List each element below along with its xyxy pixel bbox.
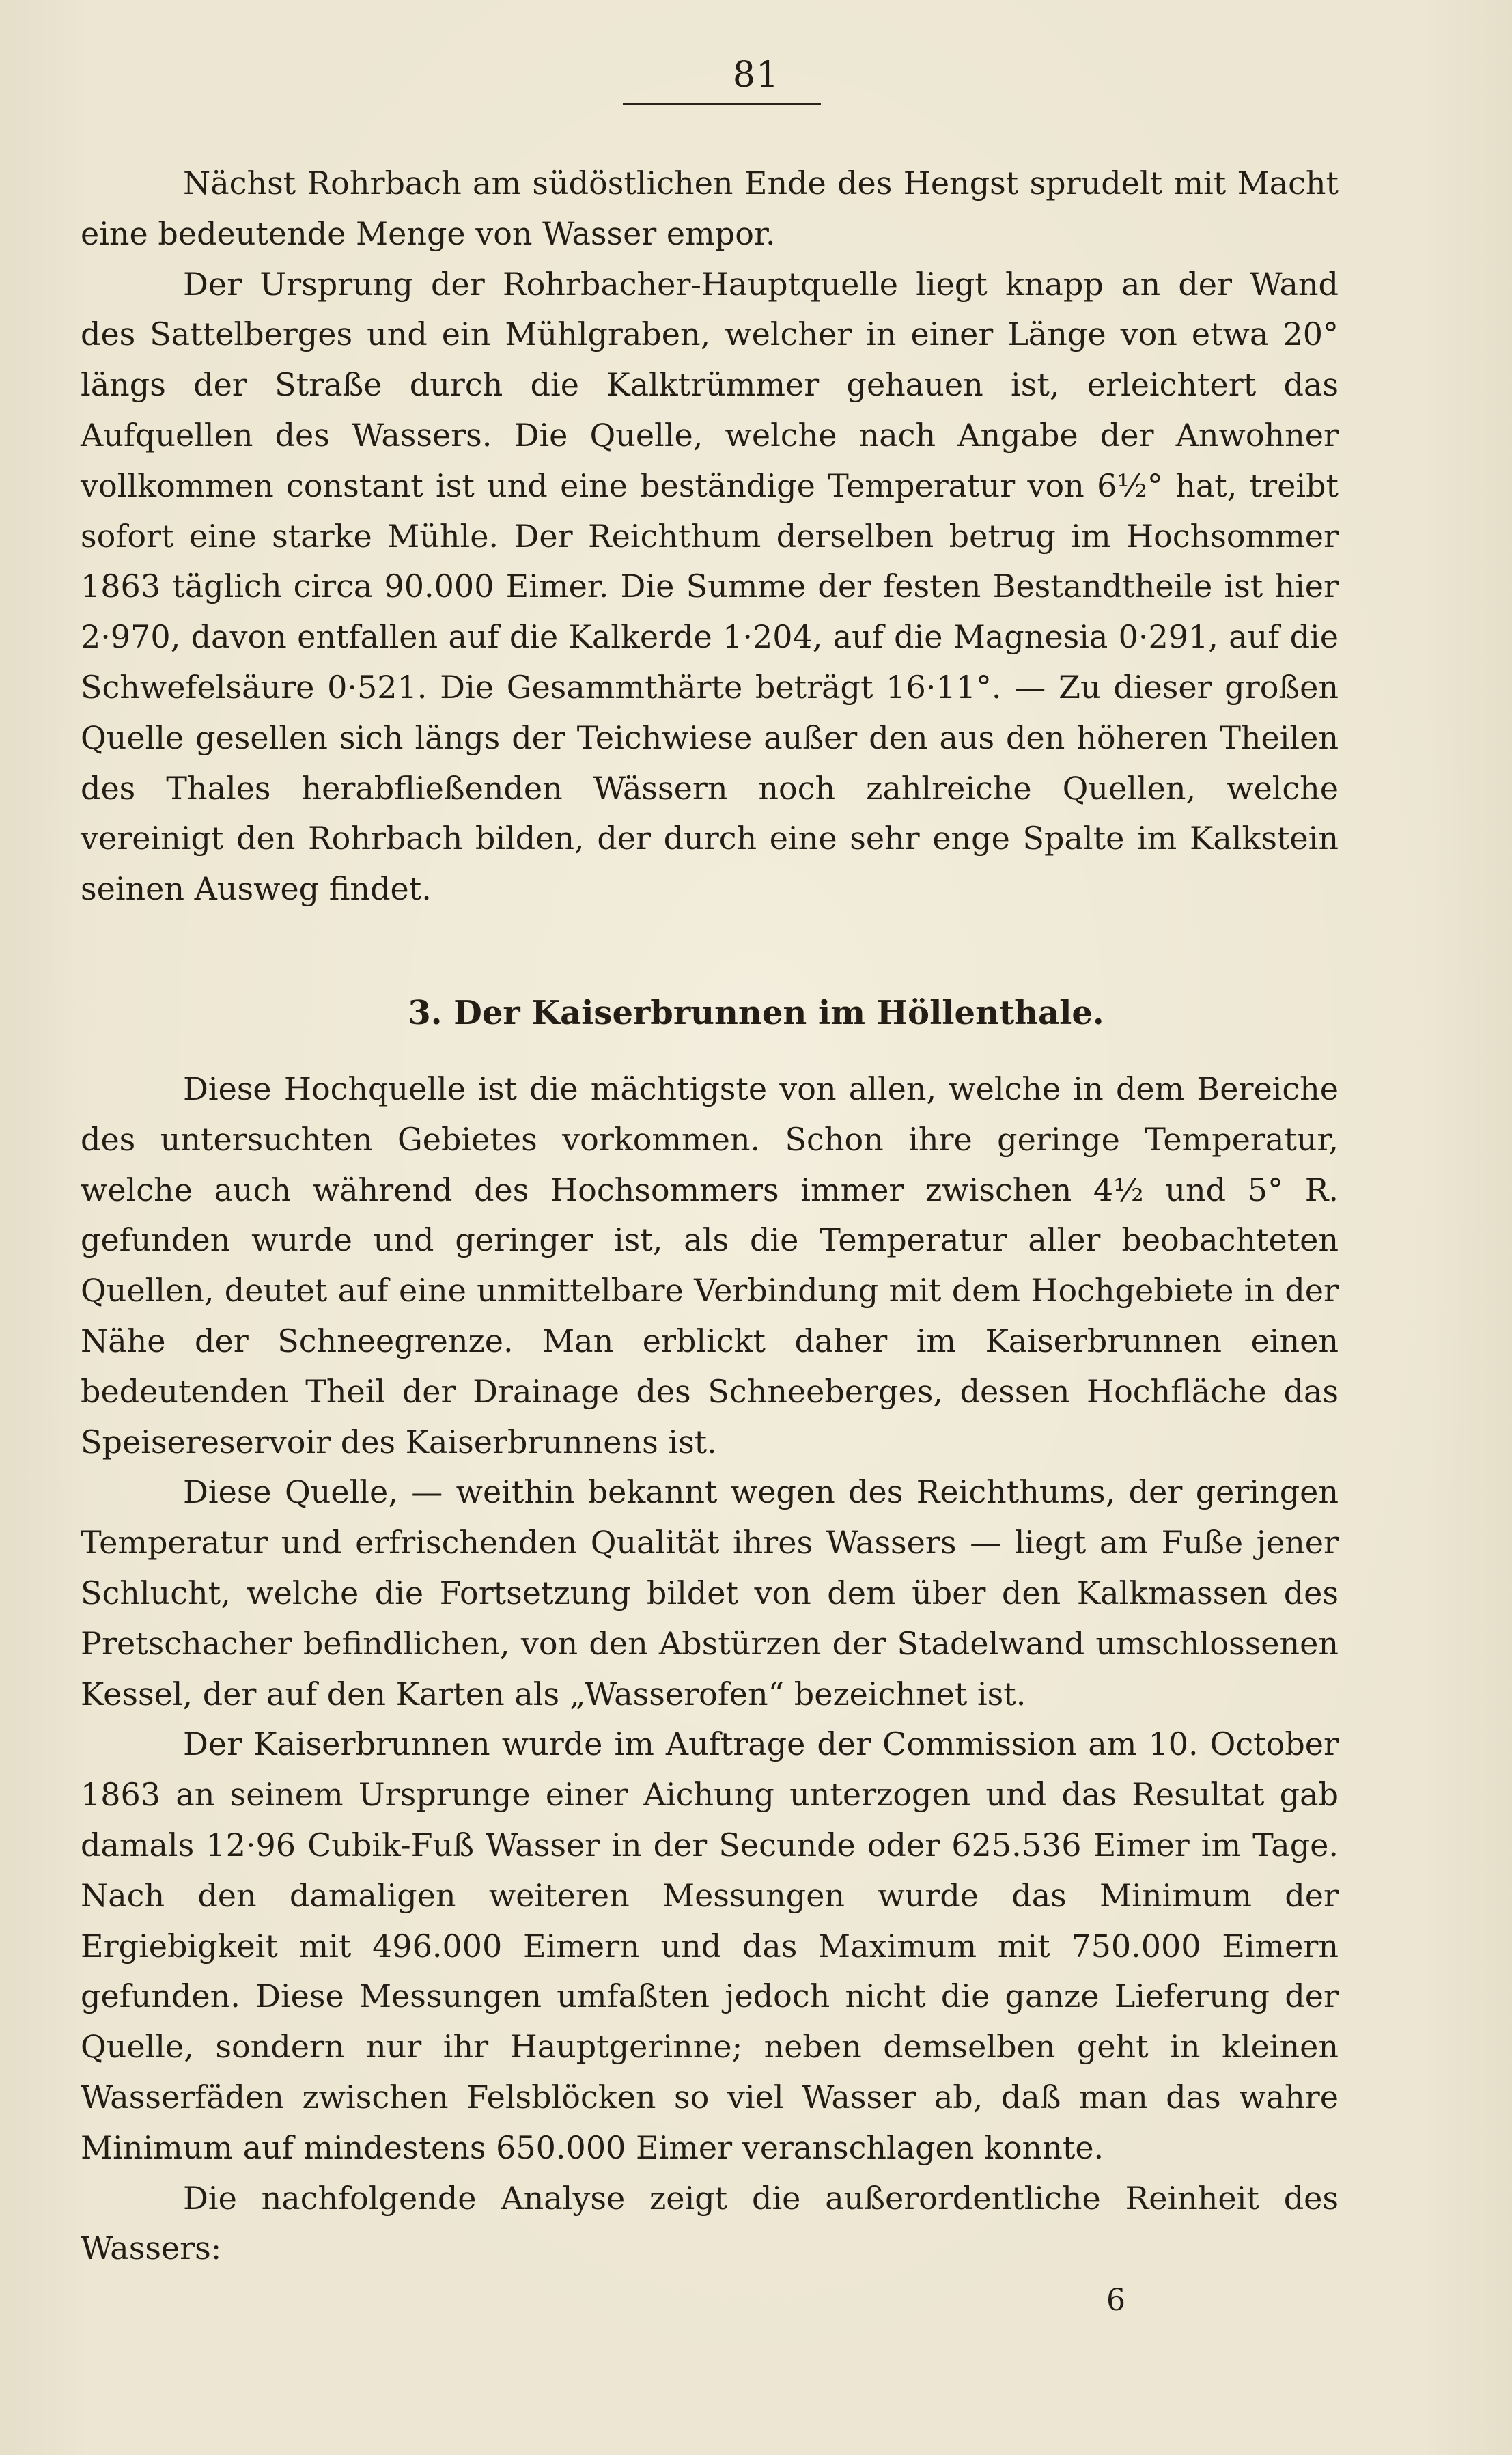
paragraph: Die nachfolgende Analyse zeigt die außerordentliche Reinheit des Wassers:	[81, 2179, 1339, 2267]
paragraph: Nächst Rohrbach am südöstlichen Ende des Hengst sprudelt mit Macht eine bedeutende Menge von Wasser empor.	[81, 165, 1339, 252]
body-text-bottom	[81, 1064, 1339, 2274]
signature-mark: 6	[1106, 2283, 1125, 2318]
section-heading: 3. Der Kaiserbrunnen im Höllenthale.	[408, 994, 1104, 1032]
paragraph: Diese Quelle, — weithin bekannt wegen des Reichthums, der geringen Temperatur und erfrischenden Qualität ihres Wassers — liegt am Fuße jener Schlucht, welche die Fortsetzung bildet von dem über den Kalkmassen des Pretschacher befindlichen, von den Abstürzen der Stadelwand umschlossenen Kessel, der auf den Karten als „Wasserofen“ bezeichnet ist.	[81, 1473, 1339, 1712]
header-rule	[623, 103, 821, 105]
paragraph: Diese Hochquelle ist die mächtigste von allen, welche in dem Bereiche des untersuchten Gebietes vorkommen. Schon ihre geringe Temperatur, welche auch während des Hochsommers immer zwischen 4½ und 5° R. gefunden wurde und geringer ist, als die Temperatur aller beobachteten Quellen, deutet auf eine unmittelbare Verbindung mit dem Hochgebiete in der Nähe der Schneegrenze. Man erblickt daher im Kaiserbrunnen einen bedeutenden Theil der Drainage des Schneeberges, dessen Hochfläche das Speisereservoir des Kaiserbrunnens ist.	[81, 1070, 1339, 1460]
paragraph: Der Ursprung der Rohrbacher-Hauptquelle liegt knapp an der Wand des Sattelberges und ein Mühlgraben, welcher in einer Länge von etwa 20° längs der Straße durch die Kalktrümmer gehauen ist, erleichtert das Aufquellen des Wassers. Die Quelle, welche nach Angabe der Anwohner vollkommen constant ist und eine beständige Temperatur von 6½° hat, treibt sofort eine starke Mühle. Der Reichthum derselben betrug im Hochsommer 1863 täglich circa 90.000 Eimer. Die Summe der festen Bestandtheile ist hier 2·970, davon entfallen auf die Kalkerde 1·204, auf die Magnesia 0·291, auf die Schwefelsäure 0·521. Die Gesammthärte beträgt 16·11°. — Zu dieser großen Quelle gesellen sich längs der Teichwiese außer den aus den höheren Theilen des Thales herabfließenden Wässern noch zahlreiche Quellen, welche vereinigt den Rohrbach bilden, der durch eine sehr enge Spalte im Kalkstein seinen Ausweg findet.	[81, 265, 1339, 908]
page-number: 81	[732, 55, 780, 96]
paragraph: Der Kaiserbrunnen wurde im Auftrage der Commission am 10. October 1863 an seinem Ursprunge einer Aichung unterzogen und das Resultat gab damals 12·96 Cubik-Fuß Wasser in der Secunde oder 625.536 Eimer im Tage. Nach den damaligen weiteren Messungen wurde das Minimum der Ergiebigkeit mit 496.000 Eimern und das Maximum mit 750.000 Eimern gefunden. Diese Messungen umfaßten jedoch nicht die ganze Lieferung der Quelle, sondern nur ihr Hauptgerinne; neben demselben geht in kleinen Wasserfäden zwischen Felsblöcken so viel Wasser ab, daß man das wahre Minimum auf mindestens 650.000 Eimer veranschlagen konnte.	[81, 1725, 1339, 2166]
body-text-top	[81, 158, 1339, 915]
